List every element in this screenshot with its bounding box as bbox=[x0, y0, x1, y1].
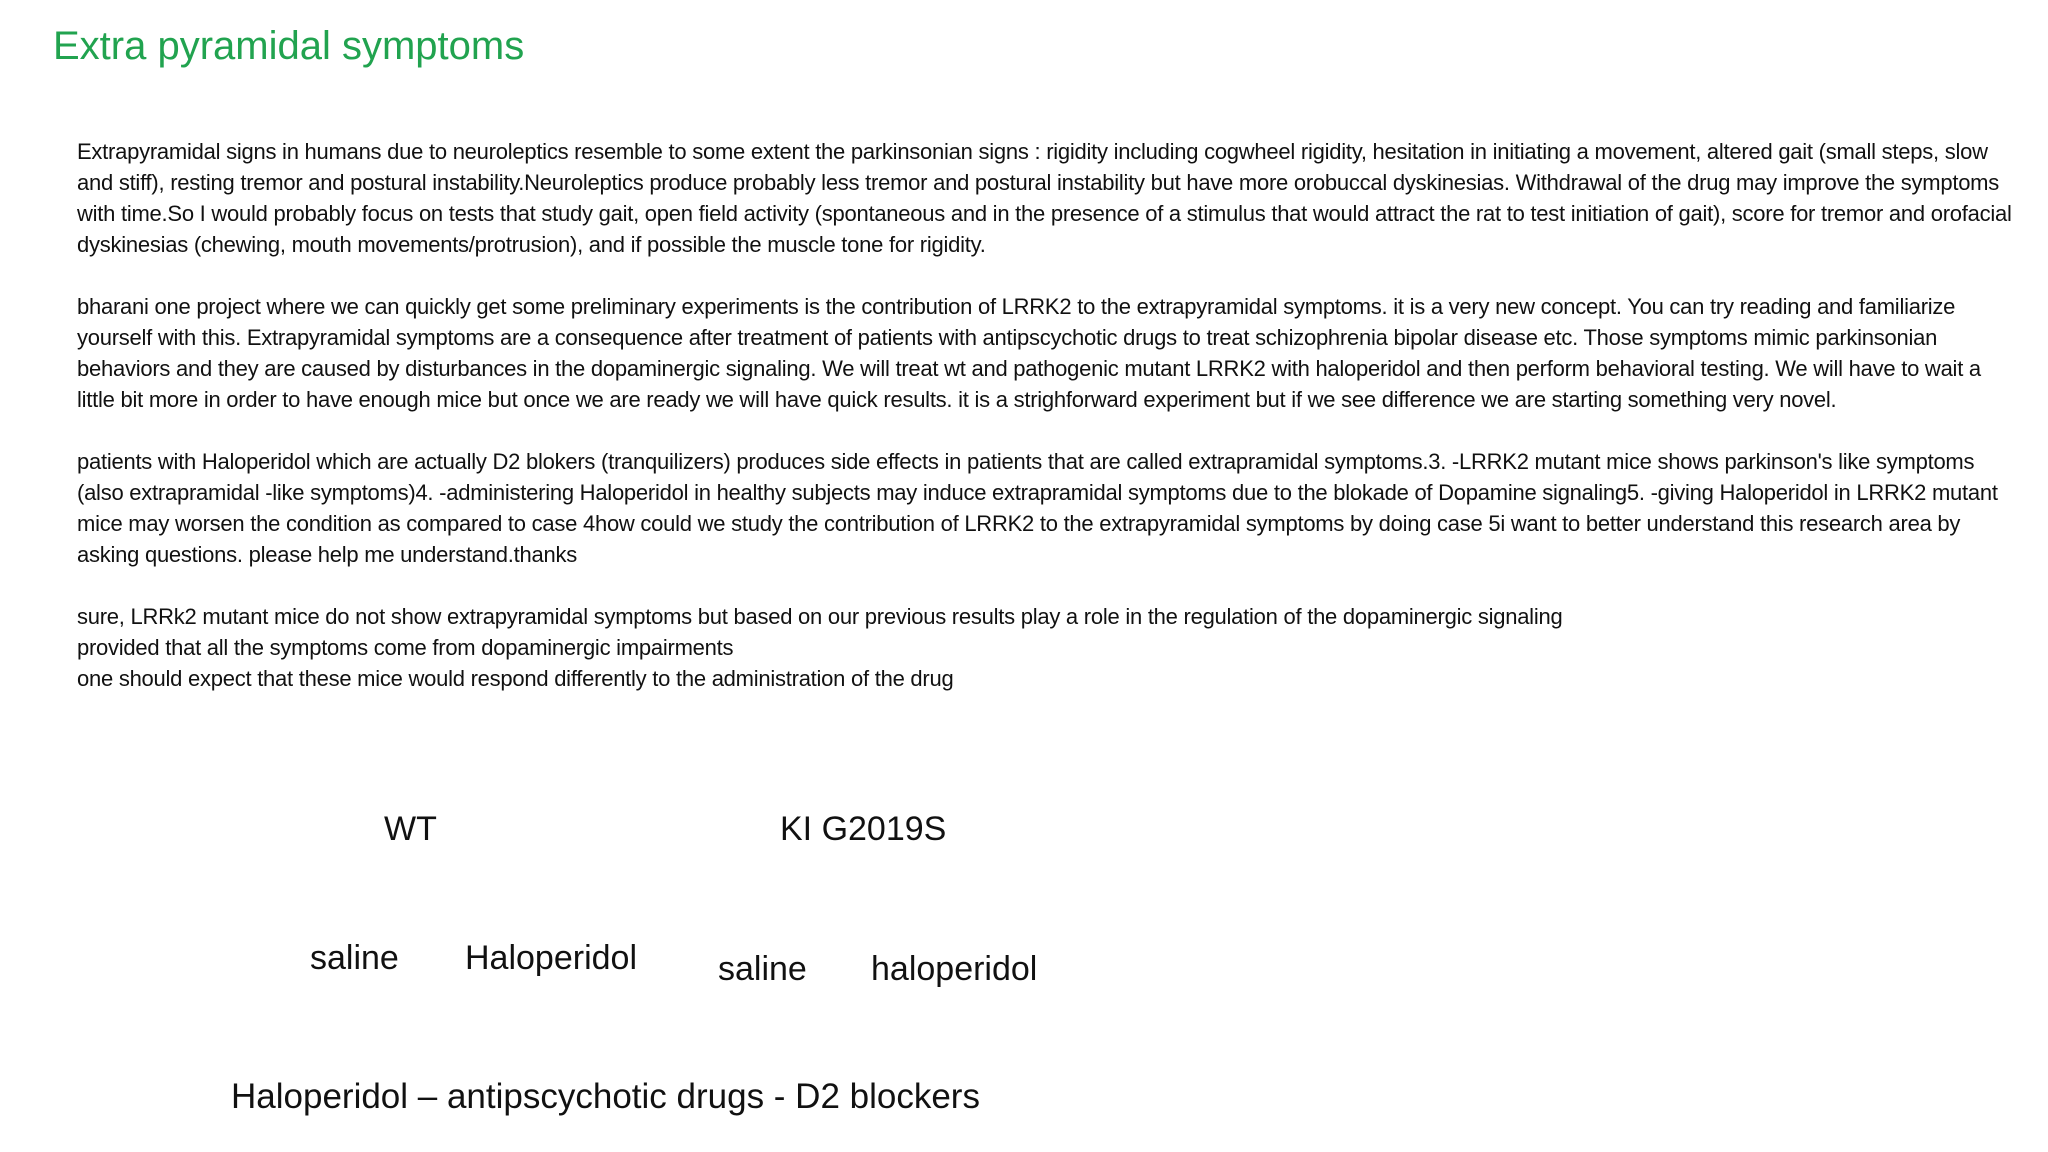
response-line: sure, LRRk2 mutant mice do not show extrapyramidal symptoms but based on our previous results play a role in the regulation of the dopaminergic signaling bbox=[77, 604, 1563, 629]
wt-haloperidol-label: Haloperidol bbox=[465, 939, 637, 977]
response-line: one should expect that these mice would respond differently to the administration of the drug bbox=[77, 666, 954, 691]
group-label-wt: WT bbox=[384, 810, 437, 848]
slide-title: Extra pyramidal symptoms bbox=[53, 24, 525, 68]
paragraph-lrrk2-project: bharani one project where we can quickly get some preliminary experiments is the contribution of LRRK2 to the extrapyramidal symptoms. it is a very new concept. You can try reading and familiarize yourself with this. Extrapyramidal symptoms are a consequence after treatment of patients with antipscychotic drugs to treat schizophrenia bipolar disease etc. Those symptoms mimic parkinsonian behaviors and they are caused by disturbances in the dopaminergic signaling. We will treat wt and pathogenic mutant LRRK2 with haloperidol and then perform behavioral testing. We will have to wait a little bit more in order to have enough mice but once we are ready we will have quick results. it is a strighforward experiment but if we see difference we are starting something very novel. bbox=[77, 294, 1981, 412]
paragraph-response bbox=[77, 601, 2022, 694]
ki-haloperidol-label: haloperidol bbox=[871, 950, 1038, 988]
paragraph-extrapyramidal-signs: Extrapyramidal signs in humans due to neuroleptics resemble to some extent the parkinsonian signs : rigidity including cogwheel rigidity, hesitation in initiating a movement, altered gait (small steps, slow and stiff), resting tremor and postural instability.Neuroleptics produce probably less tremor and postural instability but have more orobuccal dyskinesias. Withdrawal of the drug may improve the symptoms with time.So I would probably focus on tests that study gait, open field activity (spontaneous and in the presence of a stimulus that would attract the rat to test initiation of gait), score for tremor and orofacial dyskinesias (chewing, mouth movements/protrusion), and if possible the muscle tone for rigidity. bbox=[77, 139, 2012, 257]
group-label-ki-g2019s: KI G2019S bbox=[780, 810, 947, 848]
paragraph-haloperidol-questions: patients with Haloperidol which are actually D2 blokers (tranquilizers) produces side effects in patients that are called extrapramidal symptoms.3. -LRRK2 mutant mice shows parkinson's like symptoms (also extrapramidal -like symptoms)4. -administering Haloperidol in healthy subjects may induce extrapramidal symptoms due to the blokade of Dopamine signaling5. -giving Haloperidol in LRRK2 mutant mice may worsen the condition as compared to case 4how could we study the contribution of LRRK2 to the extrapyramidal symptoms by doing case 5i want to better understand this research area by asking questions. please help me understand.thanks bbox=[77, 449, 1998, 567]
wt-saline-label: saline bbox=[310, 939, 399, 977]
response-line: provided that all the symptoms come from dopaminergic impairments bbox=[77, 635, 734, 660]
haloperidol-note: Haloperidol – antipscychotic drugs - D2 blockers bbox=[231, 1077, 980, 1116]
ki-saline-label: saline bbox=[718, 950, 807, 988]
slide-body bbox=[77, 136, 2022, 694]
